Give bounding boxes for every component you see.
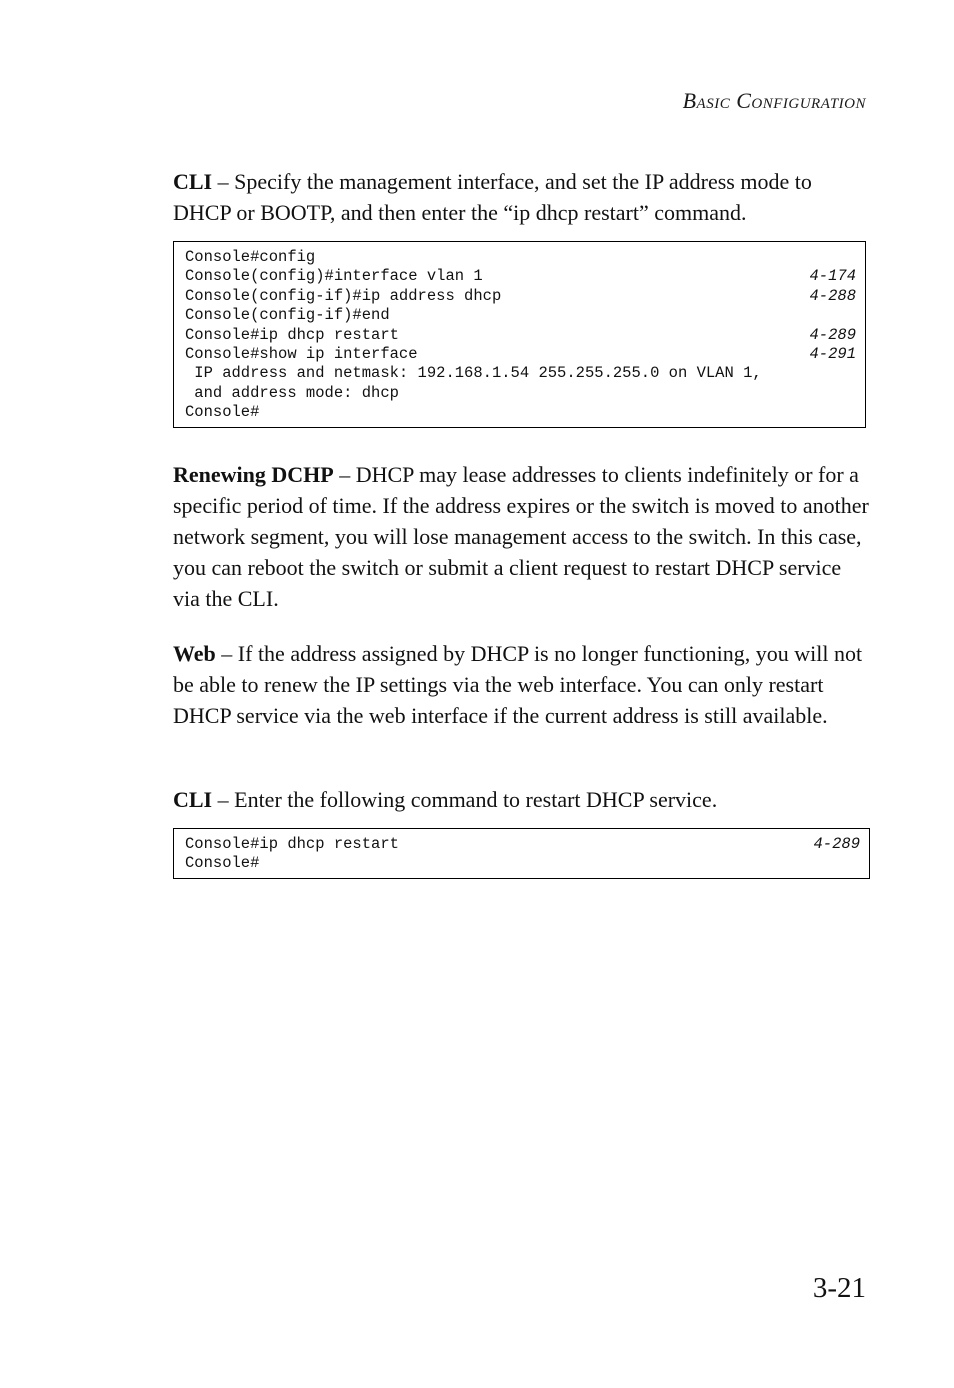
running-header: BASIC CONFIGURATION <box>682 88 866 113</box>
para-label: CLI <box>173 787 213 812</box>
para-label: Web <box>173 641 216 666</box>
code-line: Console# <box>185 854 260 873</box>
code-line: IP address and netmask: 192.168.1.54 255.255.255.0 on VLAN 1, <box>185 364 762 383</box>
code-line: Console#ip dhcp restart 4-289 <box>185 325 856 344</box>
code-line: Console(config-if)#end <box>185 306 390 325</box>
code-line: Console(config-if)#ip address dhcp 4-288 <box>185 286 856 305</box>
code-block-dhcp-config <box>173 241 866 428</box>
paragraph-web: Web – If the address assigned by DHCP is no longer functioning, you will not be able to renew the IP settings via the web interface. You can only restart DHCP service via the web interface if the current address is still available. <box>173 641 863 728</box>
para-label: Renewing DCHP <box>173 462 334 487</box>
para-label: CLI <box>173 169 213 194</box>
code-line: Console#show ip interface 4-291 <box>185 345 856 364</box>
code-block-dhcp-restart <box>173 828 870 879</box>
paragraph-cli-intro: CLI – Specify the management interface, and set the IP address mode to DHCP or BOOTP, and then enter the “ip dhcp restart” command. <box>173 169 812 225</box>
paragraph-cli-restart: CLI – Enter the following command to restart DHCP service. <box>173 787 718 812</box>
paragraph-renewing-dhcp: Renewing DCHP – DHCP may lease addresses to clients indefinitely or for a specific period of time. If the address expires or the switch is moved to another network segment, you will lose management access to the switch. In this case, you can reboot the switch or submit a client request to restart DHCP service via the CLI. <box>173 462 869 611</box>
code-line: and address mode: dhcp <box>185 383 399 402</box>
code-line: Console#ip dhcp restart 4-289 <box>185 835 860 853</box>
code-line: Console(config)#interface vlan 1 4-174 <box>185 267 856 286</box>
code-line: Console# <box>185 403 260 422</box>
page-number: 3-21 <box>812 1272 866 1304</box>
code-line: Console#config <box>185 248 316 266</box>
